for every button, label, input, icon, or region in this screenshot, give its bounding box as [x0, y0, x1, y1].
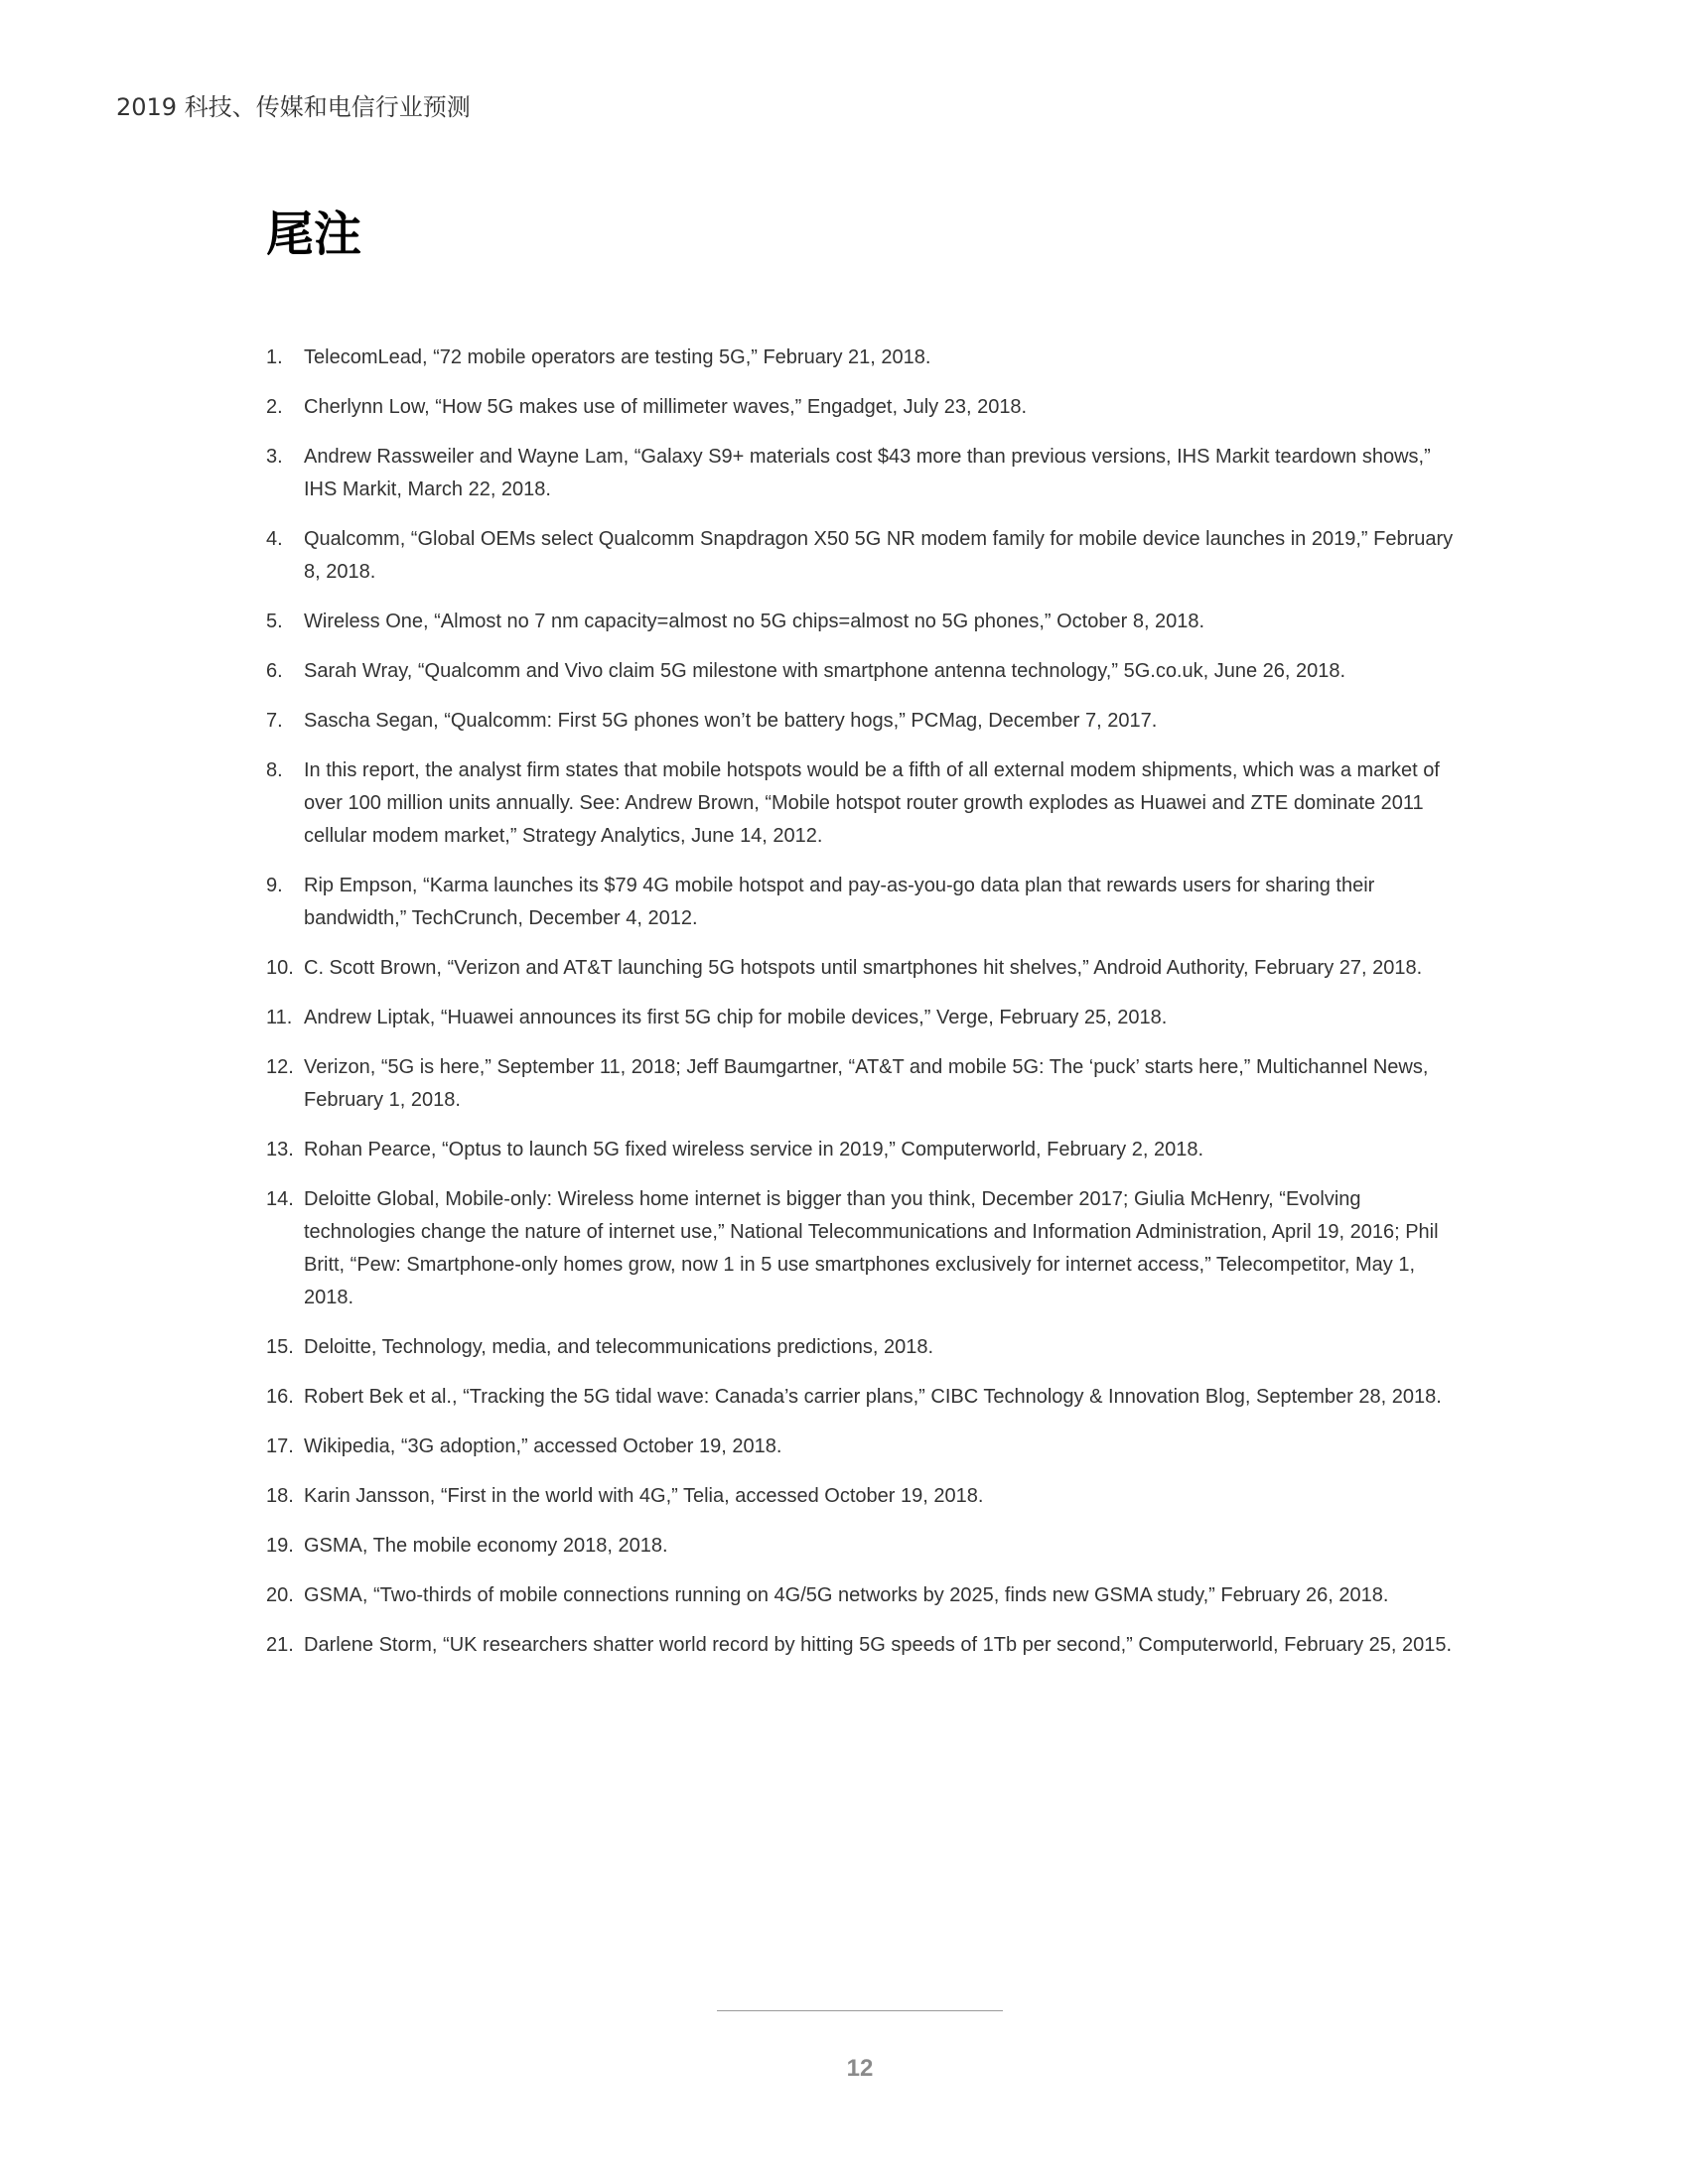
endnote-text: Cherlynn Low, “How 5G makes use of millimeter waves,” Engadget, July 23, 2018. — [304, 396, 1028, 418]
endnote-number: 1. — [266, 346, 283, 368]
endnote-6 — [266, 655, 1468, 688]
endnote-9 — [266, 870, 1468, 935]
endnote-13 — [266, 1134, 1468, 1166]
endnote-number: 19. — [266, 1535, 294, 1557]
endnote-text: Verizon, “5G is here,” September 11, 2018; Jeff Baumgartner, “AT&T and mobile 5G: The ‘puck’ starts here,” Multichannel News, February 1, 2018. — [304, 1056, 1429, 1111]
endnote-text: Deloitte, Technology, media, and telecommunications predictions, 2018. — [304, 1336, 934, 1358]
endnote-number: 4. — [266, 528, 283, 550]
endnote-19 — [266, 1530, 1468, 1563]
endnote-text: TelecomLead, “72 mobile operators are testing 5G,” February 21, 2018. — [304, 346, 931, 368]
endnote-number: 2. — [266, 396, 283, 418]
endnote-text: Qualcomm, “Global OEMs select Qualcomm Snapdragon X50 5G NR modem family for mobile device launches in 2019,” February 8, 2018. — [304, 528, 1454, 583]
endnote-text: Robert Bek et al., “Tracking the 5G tidal wave: Canada’s carrier plans,” CIBC Technology & Innovation Blog, September 28, 2018. — [304, 1386, 1442, 1408]
endnote-text: Karin Jansson, “First in the world with 4G,” Telia, accessed October 19, 2018. — [304, 1485, 984, 1507]
endnote-number: 21. — [266, 1634, 294, 1656]
endnote-text: GSMA, “Two-thirds of mobile connections running on 4G/5G networks by 2025, finds new GSMA study,” February 26, 2018. — [304, 1584, 1389, 1606]
endnote-number: 20. — [266, 1584, 294, 1606]
endnote-10 — [266, 952, 1468, 985]
endnote-21 — [266, 1629, 1468, 1662]
endnote-16 — [266, 1381, 1468, 1414]
endnote-text: Andrew Liptak, “Huawei announces its first 5G chip for mobile devices,” Verge, February 25, 2018. — [304, 1007, 1168, 1028]
endnote-number: 9. — [266, 875, 283, 896]
endnote-18 — [266, 1480, 1468, 1513]
endnote-text: Wireless One, “Almost no 7 nm capacity=almost no 5G chips=almost no 5G phones,” October 8, 2018. — [304, 611, 1205, 632]
endnote-text: GSMA, The mobile economy 2018, 2018. — [304, 1535, 668, 1557]
endnote-8 — [266, 754, 1468, 853]
endnote-number: 13. — [266, 1139, 294, 1160]
endnote-number: 12. — [266, 1056, 294, 1078]
footer-divider — [717, 2010, 1003, 2011]
endnote-number: 5. — [266, 611, 283, 632]
endnote-text: Rohan Pearce, “Optus to launch 5G fixed wireless service in 2019,” Computerworld, February 2, 2018. — [304, 1139, 1203, 1160]
endnote-7 — [266, 705, 1468, 738]
endnote-17 — [266, 1431, 1468, 1463]
endnote-text: Rip Empson, “Karma launches its $79 4G mobile hotspot and pay-as-you-go data plan that rewards users for sharing their bandwidth,” TechCrunch, December 4, 2012. — [304, 875, 1375, 929]
endnote-20 — [266, 1579, 1468, 1612]
endnote-number: 7. — [266, 710, 283, 732]
endnote-text: Sascha Segan, “Qualcomm: First 5G phones won’t be battery hogs,” PCMag, December 7, 2017. — [304, 710, 1158, 732]
endnote-4 — [266, 523, 1468, 589]
endnote-14 — [266, 1183, 1468, 1314]
endnote-15 — [266, 1331, 1468, 1364]
endnote-text: Wikipedia, “3G adoption,” accessed October 19, 2018. — [304, 1435, 782, 1457]
endnote-number: 14. — [266, 1188, 294, 1210]
endnote-number: 3. — [266, 446, 283, 468]
endnote-2 — [266, 391, 1468, 424]
page-title: 尾注 — [266, 206, 362, 262]
endnote-12 — [266, 1051, 1468, 1117]
running-header: 2019 科技、传媒和电信行业预测 — [116, 93, 471, 121]
endnote-number: 8. — [266, 759, 283, 781]
endnote-text: Andrew Rassweiler and Wayne Lam, “Galaxy S9+ materials cost $43 more than previous versions, IHS Markit teardown shows,” IHS Markit, March 22, 2018. — [304, 446, 1431, 500]
endnote-3 — [266, 441, 1468, 506]
endnote-1 — [266, 341, 1468, 374]
endnote-5 — [266, 606, 1468, 638]
endnote-11 — [266, 1002, 1468, 1034]
endnote-number: 6. — [266, 660, 283, 682]
endnote-number: 18. — [266, 1485, 294, 1507]
endnote-text: Sarah Wray, “Qualcomm and Vivo claim 5G milestone with smartphone antenna technology,” 5G.co.uk, June 26, 2018. — [304, 660, 1346, 682]
endnote-number: 17. — [266, 1435, 294, 1457]
endnote-text: C. Scott Brown, “Verizon and AT&T launching 5G hotspots until smartphones hit shelves,” Android Authority, February 27, 2018. — [304, 957, 1423, 979]
endnote-text: Deloitte Global, Mobile-only: Wireless home internet is bigger than you think, December 2017; Giulia McHenry, “Evolving technologies change the nature of internet use,” National Telecommunications and Information Administration, April 19, 2016; Phil Britt, “Pew: Smartphone-only homes grow, now 1 in 5 use smartphones exclusively for internet access,” Telecompetitor, May 1, 2018. — [304, 1188, 1439, 1308]
endnote-number: 16. — [266, 1386, 294, 1408]
endnote-number: 10. — [266, 957, 294, 979]
endnote-list — [266, 341, 1468, 1679]
endnote-number: 11. — [266, 1007, 293, 1028]
endnote-text: In this report, the analyst firm states that mobile hotspots would be a fifth of all external modem shipments, which was a market of over 100 million units annually. See: Andrew Brown, “Mobile hotspot router growth explodes as Huawei and ZTE dominate 2011 cellular modem market,” Strategy Analytics, June 14, 2012. — [304, 759, 1440, 847]
endnote-number: 15. — [266, 1336, 294, 1358]
page-number: 12 — [846, 2055, 874, 2082]
endnote-text: Darlene Storm, “UK researchers shatter world record by hitting 5G speeds of 1Tb per second,” Computerworld, February 25, 2015. — [304, 1634, 1453, 1656]
